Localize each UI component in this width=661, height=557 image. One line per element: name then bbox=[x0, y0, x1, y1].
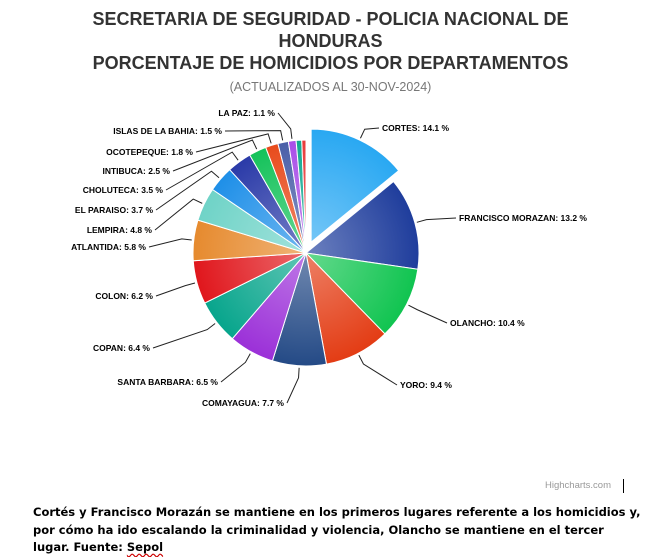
data-label-ocotepeque: OCOTEPEQUE: 1.8 % bbox=[106, 147, 193, 157]
text-cursor bbox=[623, 479, 624, 493]
data-label-atlantida: ATLANTIDA: 5.8 % bbox=[71, 242, 146, 252]
data-label-cortes: CORTES: 14.1 % bbox=[382, 123, 450, 133]
connector-santa-barbara bbox=[221, 354, 250, 382]
connector-francisco-morazan bbox=[417, 218, 456, 222]
connector-la-paz bbox=[278, 113, 292, 139]
data-label-francisco-morazan: FRANCISCO MORAZAN: 13.2 % bbox=[459, 213, 587, 223]
chart-title-line-2: HONDURAS bbox=[278, 31, 383, 51]
caption-body: Cortés y Francisco Morazán se mantiene en los primeros lugares referente a los homicidios y, por cómo ha ido escalando la criminalidad y violencia, Olancho se mantiene en el tercer lugar. Fuente: bbox=[33, 505, 641, 554]
highcharts-credits[interactable]: Highcharts.com bbox=[545, 480, 611, 491]
data-label-olancho: OLANCHO: 10.4 % bbox=[450, 318, 525, 328]
connector-colon bbox=[156, 283, 195, 296]
chart-subtitle: (ACTUALIZADOS AL 30-NOV-2024) bbox=[229, 80, 432, 94]
data-label-intibuca: INTIBUCA: 2.5 % bbox=[102, 166, 170, 176]
connector-islas-de-la-bahia bbox=[225, 131, 283, 141]
caption-text bbox=[33, 504, 643, 557]
data-label-lempira: LEMPIRA: 4.8 % bbox=[86, 225, 152, 235]
connector-comayagua bbox=[287, 368, 299, 403]
data-label-el-paraiso: EL PARAISO: 3.7 % bbox=[74, 205, 153, 215]
data-label-yoro: YORO: 9.4 % bbox=[400, 380, 452, 390]
data-label-la-paz: LA PAZ: 1.1 % bbox=[218, 108, 275, 118]
connector-copan bbox=[153, 323, 215, 348]
chart-title-line-3: PORCENTAJE DE HOMICIDIOS POR DEPARTAMENTOS bbox=[92, 53, 569, 73]
data-label-colon: COLON: 6.2 % bbox=[95, 291, 153, 301]
connector-cortes bbox=[360, 128, 379, 138]
data-label-santa-barbara: SANTA BARBARA: 6.5 % bbox=[117, 377, 218, 387]
chart-title-line-1: SECRETARIA DE SEGURIDAD - POLICIA NACIONAL DE bbox=[92, 9, 569, 29]
connector-yoro bbox=[359, 355, 397, 385]
caption-source-link[interactable]: Sepol bbox=[126, 540, 164, 554]
connector-atlantida bbox=[149, 239, 192, 247]
data-label-copan: COPAN: 6.4 % bbox=[93, 343, 150, 353]
connector-ocotepeque bbox=[196, 134, 271, 152]
data-label-islas-de-la-bahia: ISLAS DE LA BAHIA: 1.5 % bbox=[113, 126, 222, 136]
connector-lempira bbox=[155, 199, 202, 230]
data-label-comayagua: COMAYAGUA: 7.7 % bbox=[201, 398, 284, 408]
data-label-choluteca: CHOLUTECA: 3.5 % bbox=[82, 185, 163, 195]
connector-olancho bbox=[408, 305, 447, 323]
